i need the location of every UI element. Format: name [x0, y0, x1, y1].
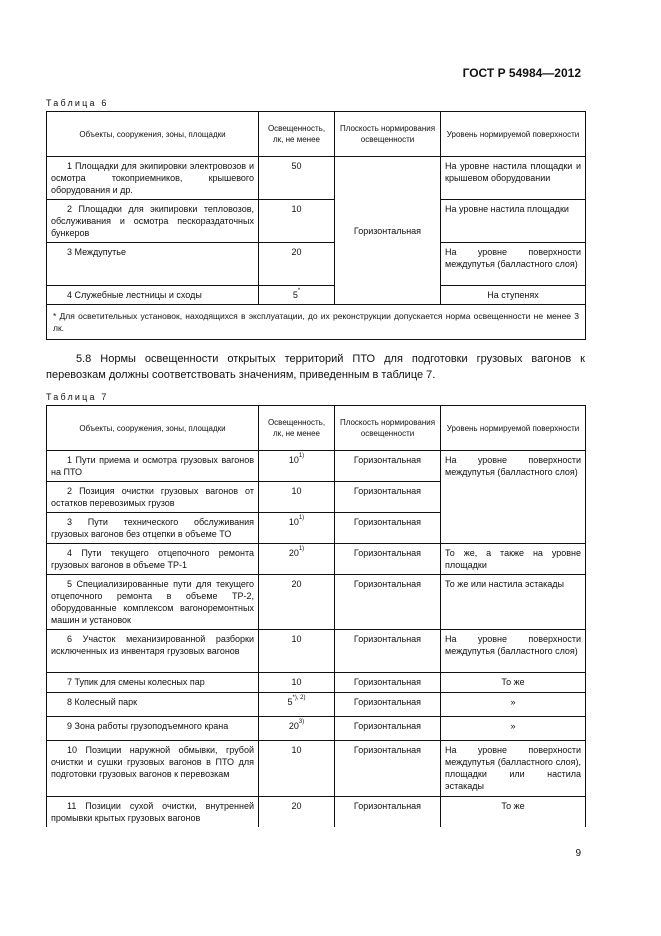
object-cell: [47, 200, 259, 243]
level-cell: То же: [441, 673, 586, 693]
level-cell: На уровне поверхности междупутья (балластного слоя): [441, 451, 586, 544]
table-6-label: Таблица 6: [46, 98, 109, 108]
table-row: [47, 741, 586, 797]
object-text: 11 Позиции сухой очистки, внутренней промывки крытых грузовых вагонов: [51, 801, 254, 823]
plane-cell: Горизонтальная: [335, 513, 441, 544]
table-row: [47, 630, 586, 673]
document-header: ГОСТ Р 54984—2012: [462, 66, 581, 80]
table-row: [47, 200, 586, 243]
lux-cell: 10: [259, 630, 335, 673]
table-6: [46, 111, 586, 340]
lux-cell: 20: [259, 797, 335, 828]
column-header: Объекты, сооружения, зоны, площадки: [47, 112, 259, 157]
plane-cell: Горизонтальная: [335, 482, 441, 513]
lux-cell: [259, 451, 335, 482]
footnote-mark: *: [297, 288, 301, 294]
lux-cell: [259, 693, 335, 717]
table-row: [47, 451, 586, 482]
object-text: 4 Пути текущего отцепочного ремонта грузовых вагонов в объеме ТР-1: [51, 548, 254, 570]
object-cell: [47, 243, 259, 286]
table-note: * Для осветительных установок, находящихся в эксплуатации, до их реконструкции допускается норма освещенности не менее 3 лк.: [47, 305, 586, 340]
plane-cell: Горизонтальная: [335, 797, 441, 828]
footnote-mark: 1): [298, 453, 305, 459]
plane-cell: Горизонтальная: [335, 717, 441, 741]
level-cell: То же, а также на уровне площадки: [441, 544, 586, 575]
table-7-label: Таблица 7: [46, 392, 109, 402]
lux-cell: [259, 286, 335, 305]
lux-cell: [259, 717, 335, 741]
object-cell: [47, 717, 259, 741]
column-header: Освещенность, лк, не менее: [259, 112, 335, 157]
level-cell: »: [441, 693, 586, 717]
plane-cell: Горизонтальная: [335, 693, 441, 717]
footnote-mark: 1): [298, 515, 305, 521]
column-header: Объекты, сооружения, зоны, площадки: [47, 406, 259, 451]
object-cell: [47, 693, 259, 717]
object-cell: [47, 544, 259, 575]
table-row: [47, 243, 586, 286]
level-cell: На уровне настила площадки: [441, 200, 586, 243]
object-cell: [47, 741, 259, 797]
column-header: Уровень нормируемой поверхности: [441, 112, 586, 157]
lux-cell: 10: [259, 673, 335, 693]
plane-cell: Горизонтальная: [335, 157, 441, 305]
object-text: 9 Зона работы грузоподъемного крана: [67, 721, 229, 731]
lux-value: 20: [288, 721, 299, 731]
object-cell: [47, 797, 259, 828]
plane-cell: Горизонтальная: [335, 451, 441, 482]
object-cell: [47, 673, 259, 693]
plane-cell: Горизонтальная: [335, 741, 441, 797]
object-text: 2 Позиция очистки грузовых вагонов от остатков перевозимых грузов: [51, 486, 254, 508]
lux-value: 5: [292, 290, 298, 300]
level-cell: То же или настила эстакады: [441, 575, 586, 630]
lux-cell: [259, 544, 335, 575]
object-text: 6 Участок механизированной разборки исключенных из инвентаря грузовых вагонов: [51, 634, 254, 656]
object-text: 5 Специализированные пути для текущего отцепочного ремонта в объеме ТР-2, оборудованные комплексом вагоноремонтных машин и установок: [51, 579, 254, 625]
column-header: Освещенность, лк, не менее: [259, 406, 335, 451]
lux-value: 10: [288, 517, 299, 527]
footnote-mark: 3): [298, 719, 305, 725]
lux-cell: 20: [259, 575, 335, 630]
object-text: 7 Тупик для смены колесных пар: [67, 677, 205, 687]
object-cell: [47, 513, 259, 544]
table-row: [47, 797, 586, 828]
plane-cell: Горизонтальная: [335, 630, 441, 673]
paragraph-text: 5.8 Нормы освещенности открытых территорий ПТО для подготовки грузовых вагонов к перевозкам должны соответствовать значениям, приведенным в таблице 7.: [46, 353, 585, 381]
object-cell: [47, 157, 259, 200]
level-cell: »: [441, 717, 586, 741]
object-cell: [47, 482, 259, 513]
object-text: 8 Колесный парк: [67, 697, 138, 707]
lux-cell: 10: [259, 741, 335, 797]
level-cell: На уровне настила площадки и крышевом оборудовании: [441, 157, 586, 200]
lux-cell: 10: [259, 200, 335, 243]
table-row: [47, 157, 586, 200]
lux-cell: 20: [259, 243, 335, 286]
lux-cell: 10: [259, 482, 335, 513]
table-note-row: [47, 305, 586, 340]
table-row: [47, 544, 586, 575]
plane-cell: Горизонтальная: [335, 575, 441, 630]
object-cell: [47, 630, 259, 673]
column-header: Уровень нормируемой поверхности: [441, 406, 586, 451]
object-text: 10 Позиции наружной обмывки, грубой очистки и сушки грузовых вагонов в ПТО для подготовки грузовых вагонов к перевозкам: [51, 745, 254, 779]
level-cell: То же: [441, 797, 586, 828]
lux-cell: 50: [259, 157, 335, 200]
table-row: [47, 673, 586, 693]
level-cell: На уровне поверхности междупутья (балластного слоя): [441, 630, 586, 673]
object-text: 3 Пути технического обслуживания грузовых вагонов без отцепки в объеме ТО: [51, 517, 254, 539]
footnote-mark: 1): [298, 546, 305, 552]
table-7: [46, 405, 586, 827]
lux-value: 5: [287, 697, 293, 707]
lux-value: 20: [288, 548, 299, 558]
lux-value: 10: [288, 455, 299, 465]
object-text: 1 Пути приема и осмотра грузовых вагонов на ПТО: [51, 455, 254, 477]
object-text: 3 Междупутье: [67, 247, 126, 257]
object-cell: [47, 451, 259, 482]
object-text: 2 Площадки для экипировки тепловозов, обслуживания и осмотра пескораздаточных бункеров: [51, 204, 254, 238]
level-cell: На уровне поверхности междупутья (балластного слоя): [441, 243, 586, 286]
level-cell: На уровне поверхности междупутья (балластного слоя), площадки или настила эстакады: [441, 741, 586, 797]
object-text: 1 Площадки для экипировки электровозов и осмотра токоприемников, крышевого оборудования и др.: [51, 161, 254, 195]
table-row: [47, 717, 586, 741]
column-header: Плоскость нормирования освещенности: [335, 406, 441, 451]
footnote-mark: *), 2): [292, 695, 306, 701]
table-row: [47, 693, 586, 717]
object-cell: [47, 286, 259, 305]
object-text: 4 Служебные лестницы и сходы: [67, 290, 202, 300]
object-cell: [47, 575, 259, 630]
table-row: [47, 286, 586, 305]
paragraph-5-8: [46, 351, 585, 383]
page-number: 9: [575, 848, 581, 859]
lux-cell: [259, 513, 335, 544]
column-header: Плоскость нормирования освещенности: [335, 112, 441, 157]
plane-cell: Горизонтальная: [335, 673, 441, 693]
plane-cell: Горизонтальная: [335, 544, 441, 575]
level-cell: На ступенях: [441, 286, 586, 305]
table-row: [47, 575, 586, 630]
